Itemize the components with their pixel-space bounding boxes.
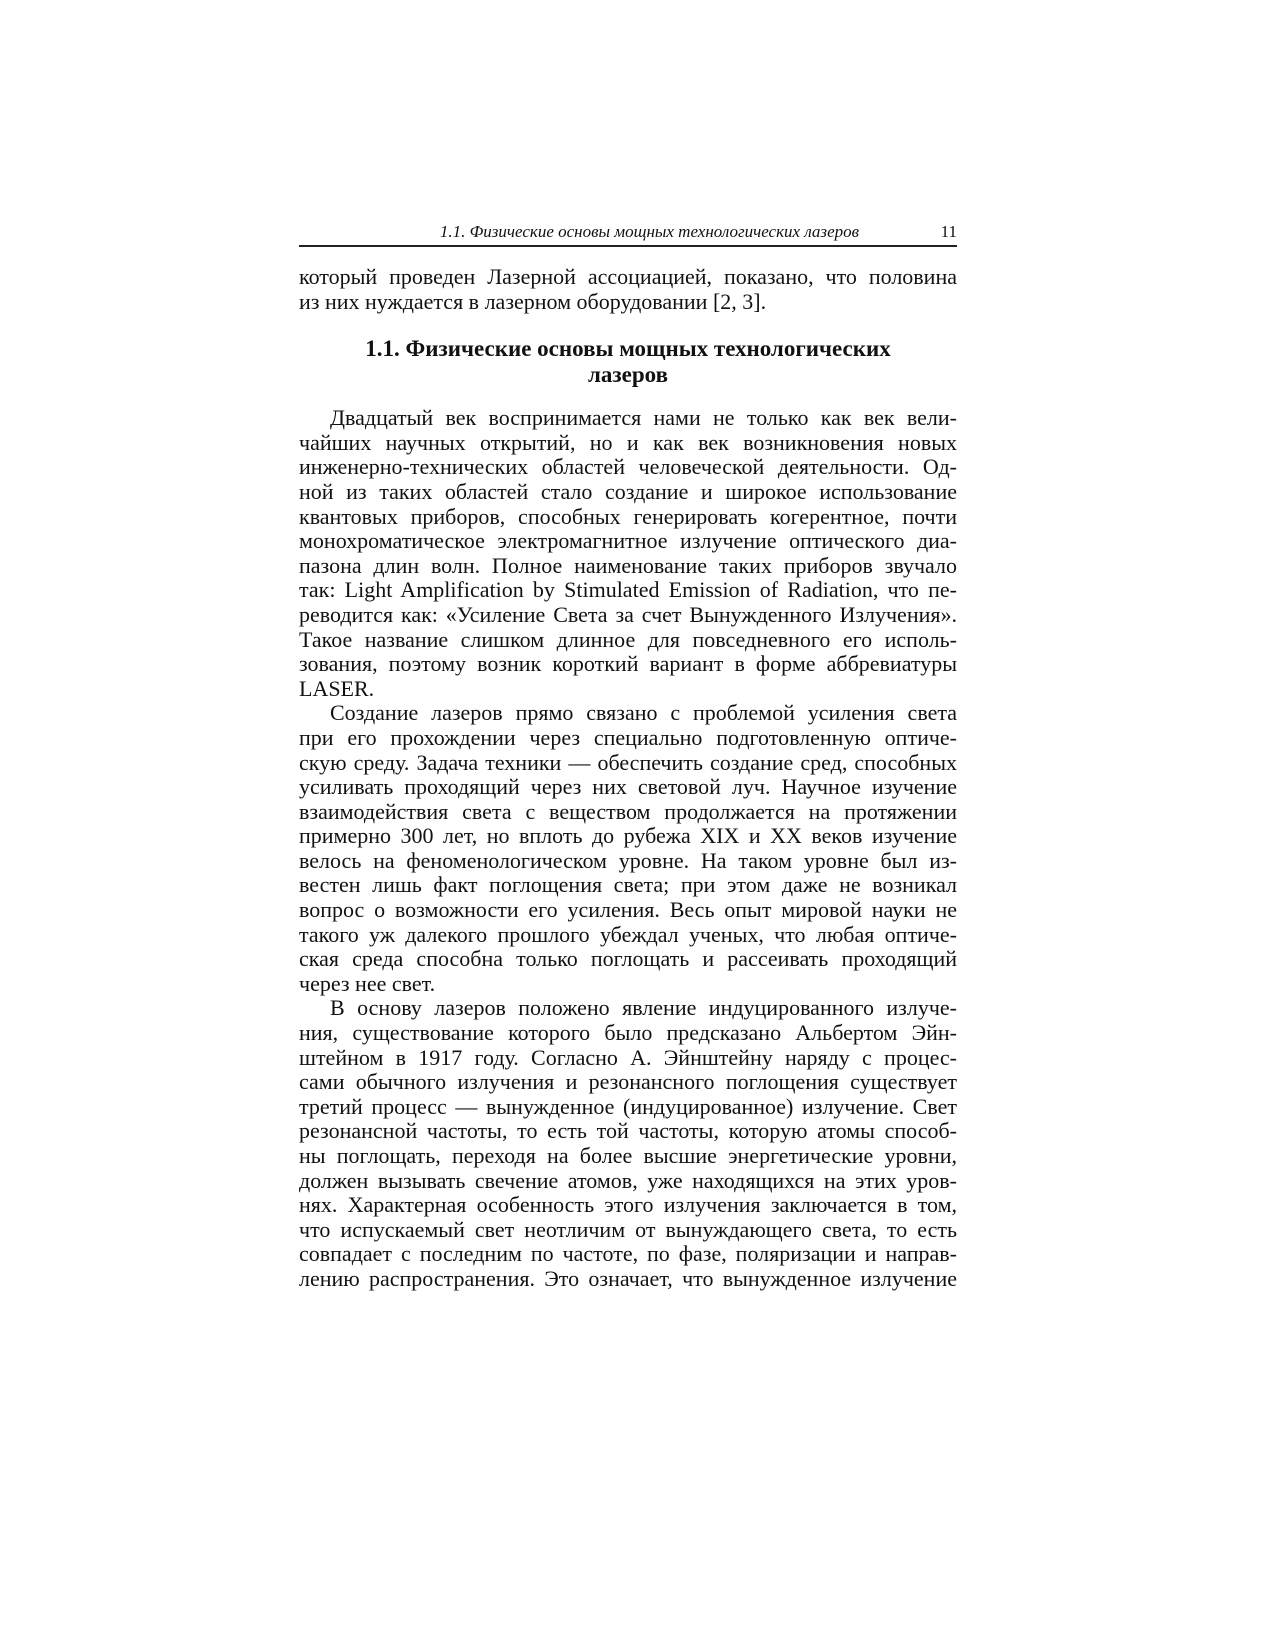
text-line: вестен лишь факт поглощения света; при этом даже не возникал <box>299 872 957 898</box>
text-line: при его прохождении через специально подготовленную оптиче- <box>299 724 957 750</box>
text-line: реводится как: «Усиление Света за счет Вынужденного Излучения». <box>299 601 957 627</box>
text-line: вопрос о возможности его усиления. Весь опыт мировой науки не <box>299 897 957 923</box>
text-line: квантовых приборов, способных генерировать когерентное, почти <box>299 503 957 529</box>
text-line: через нее свет. <box>299 970 436 996</box>
text-line: Такое название слишком длинное для повседневного его исполь- <box>299 626 957 652</box>
text-line: ская среда способна только поглощать и рассеивать проходящий <box>299 946 957 972</box>
paragraph <box>299 701 957 996</box>
text-line: ны поглощать, переходя на более высшие энергетические уровни, <box>299 1143 957 1168</box>
text-line: сами обычного излучения и резонансного поглощения существует <box>299 1069 957 1095</box>
text-line: что испускаемый свет неотличим от вынуждающего света, то есть <box>299 1216 957 1242</box>
section-heading <box>299 336 957 388</box>
text-line: нях. Характерная особенность этого излучения заключается в том, <box>299 1192 957 1218</box>
section-heading-line: лазеров <box>588 362 668 388</box>
text-line: резонансной частоты, то есть той частоты, которую атомы способ- <box>299 1118 957 1144</box>
text-line: инженерно-технических областей человеческой деятельности. Од- <box>299 454 957 480</box>
text-line: лению распространения. Это означает, что вынужденное излучение <box>299 1265 957 1291</box>
text-line: штейном в 1917 году. Согласно А. Эйнштейну наряду с процес- <box>299 1044 957 1070</box>
text-line: взаимодействия света с веществом продолжается на протяжении <box>299 798 957 824</box>
text-line: пазона длин волн. Полное наименование таких приборов звучало <box>299 552 957 578</box>
text-line: совпадает с последним по частоте, по фазе, поляризации и направ- <box>299 1241 957 1267</box>
text-line: велось на феноменологическом уровне. На таком уровне был из- <box>299 847 957 873</box>
body-text <box>299 265 957 1292</box>
text-line: зования, поэтому возник короткий вариант в форме аббревиатуры <box>299 651 957 677</box>
text-line: ния, существование которого было предсказано Альбертом Эйн- <box>299 1020 957 1046</box>
text-line: примерно 300 лет, но вплоть до рубежа XIX и XX веков изучение <box>299 823 957 849</box>
paragraphs <box>299 406 957 1291</box>
text-line: третий процесс — вынужденное (индуцированное) излучение. Свет <box>299 1093 957 1119</box>
running-header <box>299 219 957 247</box>
text-line: LASER. <box>299 675 375 701</box>
text-line: скую среду. Задача техники — обеспечить создание сред, способных <box>299 749 957 775</box>
text-line: Создание лазеров прямо связано с проблемой усиления света <box>330 700 957 726</box>
intro-paragraph <box>299 265 957 314</box>
text-line: который проведен Лазерной ассоциацией, показано, что половина <box>299 264 957 289</box>
paragraph <box>299 406 957 701</box>
text-line: ной из таких областей стало создание и широкое использование <box>299 478 957 504</box>
page-number: 11 <box>940 222 957 241</box>
text-line: так: Light Amplification by Stimulated Emission of Radiation, что пе- <box>299 577 957 603</box>
text-line: должен вызывать свечение атомов, уже находящихся на этих уров- <box>299 1167 957 1193</box>
text-line: В основу лазеров положено явление индуцированного излуче- <box>330 995 957 1021</box>
text-line: усиливать проходящий через них световой луч. Научное изучение <box>299 774 957 800</box>
text-line: такого уж далекого прошлого убеждал ученых, что любая оптиче- <box>299 921 957 947</box>
text-line: монохроматическое электромагнитное излучение оптического диа- <box>299 528 957 554</box>
text-line: чайших научных открытий, но и как век возникновения новых <box>299 429 957 455</box>
running-header-title: 1.1. Физические основы мощных технологических лазеров <box>439 222 859 241</box>
paragraph <box>299 996 957 1291</box>
text-line: из них нуждается в лазерном оборудовании [2, 3]. <box>299 288 767 314</box>
section-heading-line: 1.1. Физические основы мощных технологических <box>365 336 891 362</box>
text-line: Двадцатый век воспринимается нами не только как век вели- <box>330 405 957 431</box>
